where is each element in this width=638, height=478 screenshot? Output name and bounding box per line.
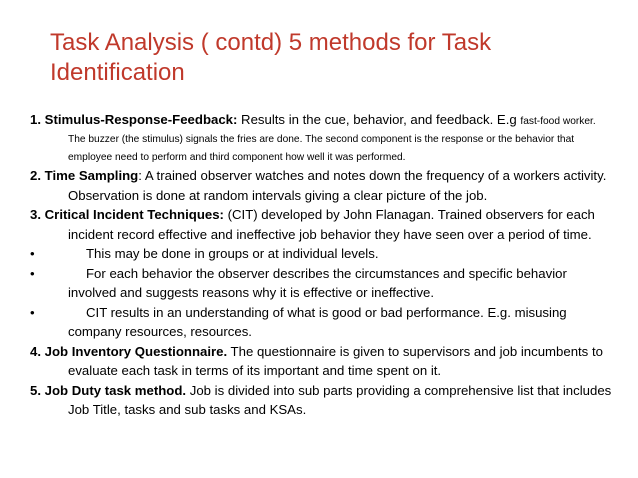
bullet-text: CIT results in an understanding of what is good or bad performance. E.g. misusing company resources, resources. (68, 304, 567, 339)
method-lead: 5. Job Duty task method. (30, 382, 187, 398)
method-lead: 3. Critical Incident Techniques: (30, 207, 224, 222)
bullet-item (30, 244, 615, 264)
method-item-job-inventory (30, 342, 615, 381)
bullet-item (30, 303, 615, 342)
method-text: Results in the cue, behavior, and feedback. E.g (237, 112, 521, 127)
slide-title: Task Analysis ( contd) 5 methods for Task Identification (50, 29, 492, 86)
method-text: Job is divided into sub parts providing a comprehensive list that includes Job Title, tasks and sub tasks and KSAs. (68, 382, 612, 417)
slide-body (30, 112, 615, 420)
method-example-text: fast-food worker. The buzzer (the stimulus) signals the fries are done. The second component is the response or the behavior that employee need to perform and third component how well it was performed. (68, 116, 596, 163)
method-item-job-duty (30, 381, 615, 420)
bullet-item (30, 264, 615, 303)
bullet-icon: • (30, 246, 35, 261)
bullet-text: For each behavior the observer describes the circumstances and specific behavior involved and suggests reasons why it is effective or ineffective. (68, 265, 567, 300)
method-item-time-sampling (30, 166, 615, 205)
method-item-critical-incident (30, 205, 615, 244)
method-lead: 4. Job Inventory Questionnaire. (30, 343, 228, 359)
method-lead: 2. Time Sampling (30, 168, 139, 183)
bullet-icon: • (30, 265, 35, 281)
method-item-stimulus-response (30, 112, 615, 166)
method-text: (CIT) developed by John Flanagan. Trained observers for each incident record effective and ineffective job behavior they have seen over a period of time. (68, 207, 595, 242)
bullet-icon: • (30, 304, 35, 320)
method-lead: 1. Stimulus-Response-Feedback: (30, 112, 238, 127)
bullet-text: This may be done in groups or at individual levels. (86, 246, 379, 261)
method-text: : A trained observer watches and notes down the frequency of a workers activity. Observation is done at random intervals giving a clear picture of the job. (68, 168, 607, 203)
method-text: The questionnaire is given to supervisors and job incumbents to evaluate each task in terms of its important and time spent on it. (68, 343, 603, 378)
